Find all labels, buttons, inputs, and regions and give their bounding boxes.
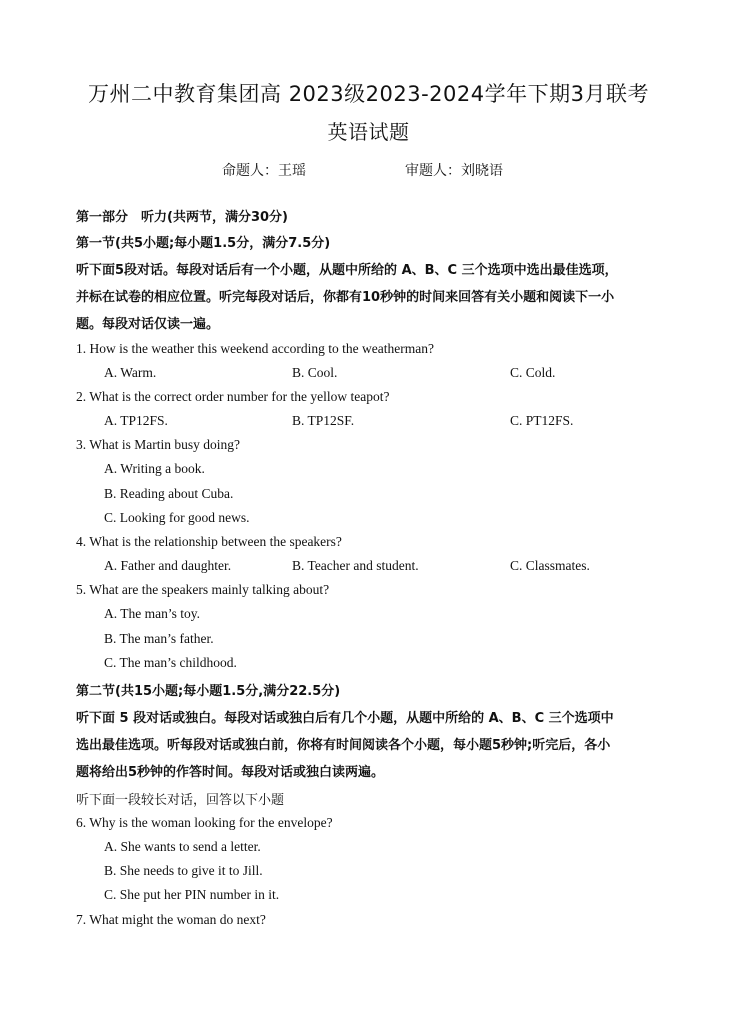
option-c: C. Cold.	[510, 365, 556, 380]
option-c: C. She put her PIN number in it.	[104, 887, 280, 902]
part1-heading: 第一部分 听力(共两节，满分30分)	[76, 210, 288, 225]
option-b: B. Teacher and student.	[292, 558, 419, 573]
option-c: C. PT12FS.	[510, 413, 574, 428]
exam-reviewer: 审题人：刘晓语	[405, 163, 503, 179]
option-b: B. The man’s father.	[104, 631, 214, 646]
option-a: A. Writing a book.	[104, 461, 205, 476]
option-c: C. The man’s childhood.	[104, 655, 237, 670]
section1-instruction: 题。每段对话仅读一遍。	[76, 317, 220, 332]
section1-instruction: 听下面5段对话。每段对话后有一个小题，从题中所给的 A、B、C 三个选项中选出最佳选项，	[76, 263, 618, 278]
option-a: A. TP12FS.	[104, 413, 168, 428]
question-stem: 4. What is the relationship between the speakers?	[76, 534, 342, 549]
question-stem: 7. What might the woman do next?	[76, 912, 266, 927]
question-stem: 2. What is the correct order number for the yellow teapot?	[76, 389, 390, 404]
question-stem: 6. Why is the woman looking for the envelope?	[76, 815, 333, 830]
section1-heading: 第一节(共5小题;每小题1.5分，满分7.5分)	[76, 236, 331, 251]
option-a: A. Father and daughter.	[104, 558, 232, 573]
option-b: B. TP12SF.	[292, 413, 355, 428]
section2-instruction: 选出最佳选项。听每段对话或独白前，你将有时间阅读各个小题，每小题5秒钟;听完后，各小	[76, 738, 611, 753]
option-a: A. The man’s toy.	[104, 606, 200, 621]
section2-instruction: 题将给出5秒钟的作答时间。每段对话或独白读两遍。	[76, 765, 385, 780]
option-b: B. Reading about Cuba.	[104, 486, 234, 501]
option-b: B. Cool.	[292, 365, 338, 380]
exam-title: 万州二中教育集团高 2023级2023-2024学年下期3月联考	[88, 82, 649, 106]
exam-author: 命题人：王瑶	[222, 163, 306, 179]
question-stem: 5. What are the speakers mainly talking about?	[76, 582, 330, 597]
option-a: A. Warm.	[104, 365, 157, 380]
question-stem: 3. What is Martin busy doing?	[76, 437, 240, 452]
question-stem: 1. How is the weather this weekend according to the weatherman?	[76, 341, 434, 356]
section2-heading: 第二节(共15小题;每小题1.5分,满分22.5分)	[76, 684, 341, 699]
option-b: B. She needs to give it to Jill.	[104, 863, 263, 878]
exam-subject: 英语试题	[327, 120, 410, 144]
section2-note: 听下面一段较长对话，回答以下小题	[76, 793, 285, 808]
option-c: C. Classmates.	[510, 558, 590, 573]
option-a: A. She wants to send a letter.	[104, 839, 261, 854]
section2-instruction: 听下面 5 段对话或独白。每段对话或独白后有几个小题，从题中所给的 A、B、C 三个选项中	[76, 711, 614, 726]
section1-instruction: 并标在试卷的相应位置。听完每段对话后，你都有10秒钟的时间来回答有关小题和阅读下一小	[76, 290, 615, 305]
option-c: C. Looking for good news.	[104, 510, 250, 525]
